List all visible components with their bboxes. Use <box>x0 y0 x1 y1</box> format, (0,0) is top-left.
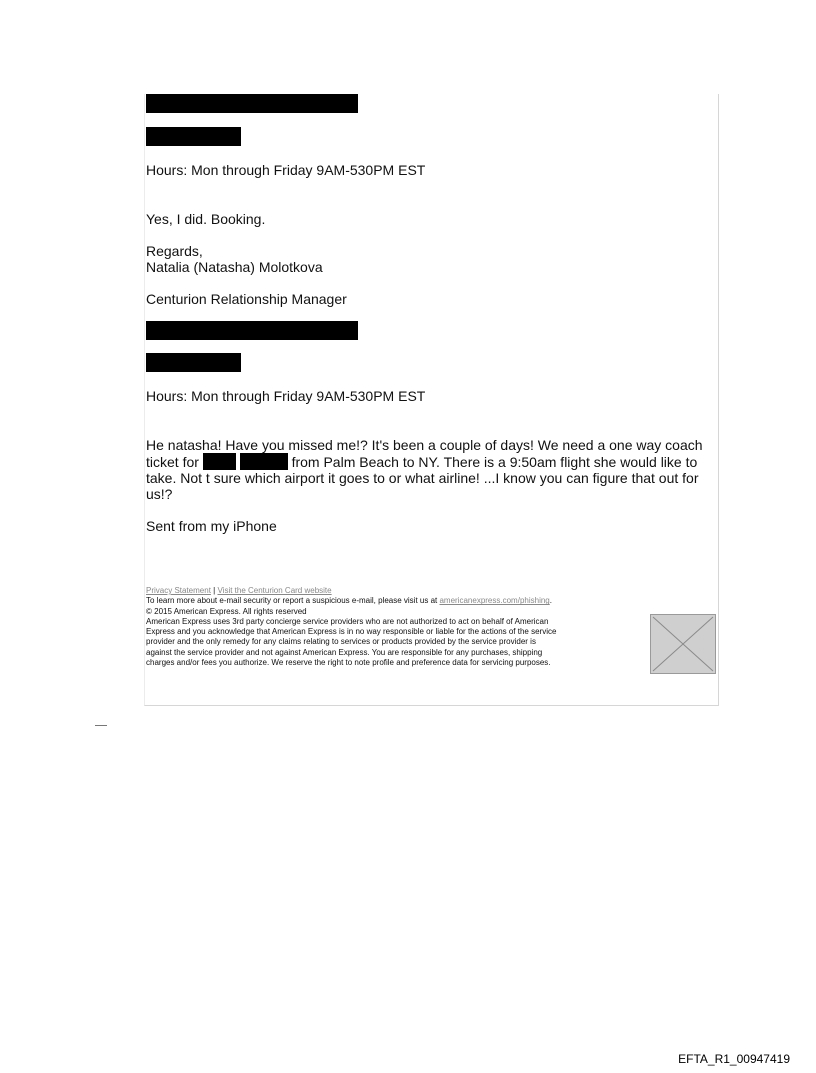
sent-from-text: Sent from my iPhone <box>146 518 277 534</box>
redaction-bar <box>146 321 358 340</box>
redaction-bar <box>203 453 236 470</box>
original-message-body <box>146 437 714 502</box>
broken-image-icon <box>651 615 715 673</box>
phishing-link[interactable]: americanexpress.com/phishing <box>439 596 550 606</box>
scan-artifact-mark <box>95 719 107 726</box>
security-line <box>146 596 646 606</box>
sender-name: Natalia (Natasha) Molotkova <box>146 259 323 275</box>
redaction-bar <box>146 353 241 372</box>
disclaimer-line: American Express uses 3rd party concierge service providers who are not authorized to act on behalf of American <box>146 616 549 626</box>
message-text-part1: He natasha! Have you missed me!? It's been a couple of days! We need a one way coach ticket for <box>146 437 703 470</box>
message-text-part2: from Palm Beach to NY. There is a 9:50am flight she would like to take. Not t sure which airport it goes to or what airline! ...I know you can figure that out for us!? <box>146 454 699 502</box>
broken-image-placeholder <box>650 614 716 674</box>
copyright-text: © 2015 American Express. All rights reserved <box>146 606 307 616</box>
disclaimer-line: against the service provider and not against American Express. You are responsible for any purchases, shipping <box>146 647 543 657</box>
redaction-bar <box>146 127 241 146</box>
centurion-website-link[interactable]: Visit the Centurion Card website <box>217 586 332 595</box>
privacy-statement-link[interactable]: Privacy Statement <box>146 586 211 595</box>
security-text: To learn more about e-mail security or report a suspicious e-mail, please visit us at <box>146 596 438 606</box>
email-footer <box>146 586 646 668</box>
disclaimer-line: Express and you acknowledge that American Express is in no way responsible or liable for the actions of the service <box>146 627 557 637</box>
redaction-bar <box>240 453 288 470</box>
reply-closing: Regards, <box>146 243 203 259</box>
sender-title: Centurion Relationship Manager <box>146 291 347 307</box>
hours-text: Hours: Mon through Friday 9AM-530PM EST <box>146 162 426 178</box>
redaction-bar <box>146 94 358 113</box>
reply-body: Yes, I did. Booking. <box>146 211 266 227</box>
link-separator: | <box>213 586 216 595</box>
disclaimer-line: provider and the only remedy for any claims relating to services or products provided by the service provider is <box>146 637 536 647</box>
footer-links-line <box>146 586 646 596</box>
document-id: EFTA_R1_00947419 <box>678 1052 790 1066</box>
disclaimer-line: charges and/or fees you authorize. We reserve the right to note profile and preference data for servicing purposes. <box>146 658 551 668</box>
security-period: . <box>549 596 552 606</box>
hours-text: Hours: Mon through Friday 9AM-530PM EST <box>146 388 426 404</box>
